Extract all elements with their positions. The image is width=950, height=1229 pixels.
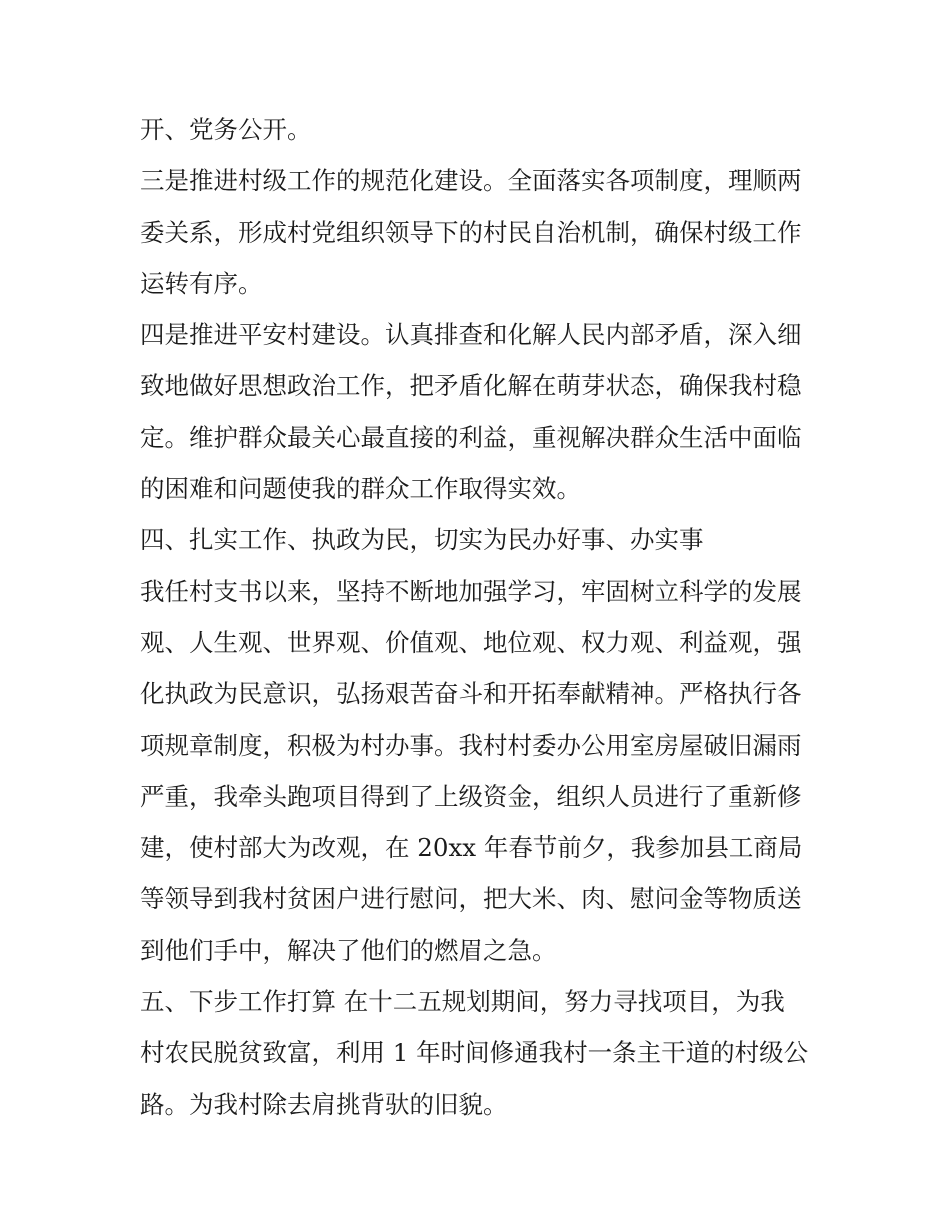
text-line: 等领导到我村贫困户进行慰问，把大米、肉、慰问金等物质送 [140, 884, 802, 914]
text-line: 开、党务公开。 [140, 115, 312, 144]
text-line: 致地做好思想政治工作，把矛盾化解在萌芽状态，确保我村稳 [140, 371, 802, 401]
text-line: 村农民脱贫致富，利用 1 年时间修通我村一条主干道的村级公 [140, 1038, 809, 1068]
document-body [140, 104, 820, 1130]
section-heading: 五、下步工作打算 在十二五规划期间，努力寻找项目，为我 [140, 987, 785, 1017]
text-line: 项规章制度，积极为村办事。我村村委办公用室房屋破旧漏雨 [140, 730, 802, 760]
text-line: 运转有序。 [140, 268, 263, 298]
text-line: 委关系，形成村党组织领导下的村民自治机制，确保村级工作 [140, 217, 802, 247]
text-line: 路。为我村除去肩挑背驮的旧貌。 [140, 1089, 508, 1119]
text-line: 化执政为民意识，弘扬艰苦奋斗和开拓奉献精神。严格执行各 [140, 679, 802, 709]
text-line: 建，使村部大为改观，在 20xx 年春节前夕，我参加县工商局 [140, 833, 803, 863]
text-line: 严重，我牵头跑项目得到了上级资金，组织人员进行了重新修 [140, 781, 802, 811]
text-line: 我任村支书以来，坚持不断地加强学习，牢固树立科学的发展 [140, 576, 802, 606]
section-heading: 四、扎实工作、执政为民，切实为民办好事、办实事 [140, 525, 704, 555]
text-line: 观、人生观、世界观、价值观、地位观、权力观、利益观，强 [140, 627, 802, 657]
text-line: 三是推进村级工作的规范化建设。全面落实各项制度，理顺两 [140, 166, 802, 196]
text-line: 定。维护群众最关心最直接的利益，重视解决群众生活中面临 [140, 422, 802, 452]
text-line: 的困难和问题使我的群众工作取得实效。 [140, 474, 581, 504]
text-line: 四是推进平安村建设。认真排查和化解人民内部矛盾，深入细 [140, 320, 802, 350]
text-line: 到他们手中，解决了他们的燃眉之急。 [140, 935, 557, 965]
